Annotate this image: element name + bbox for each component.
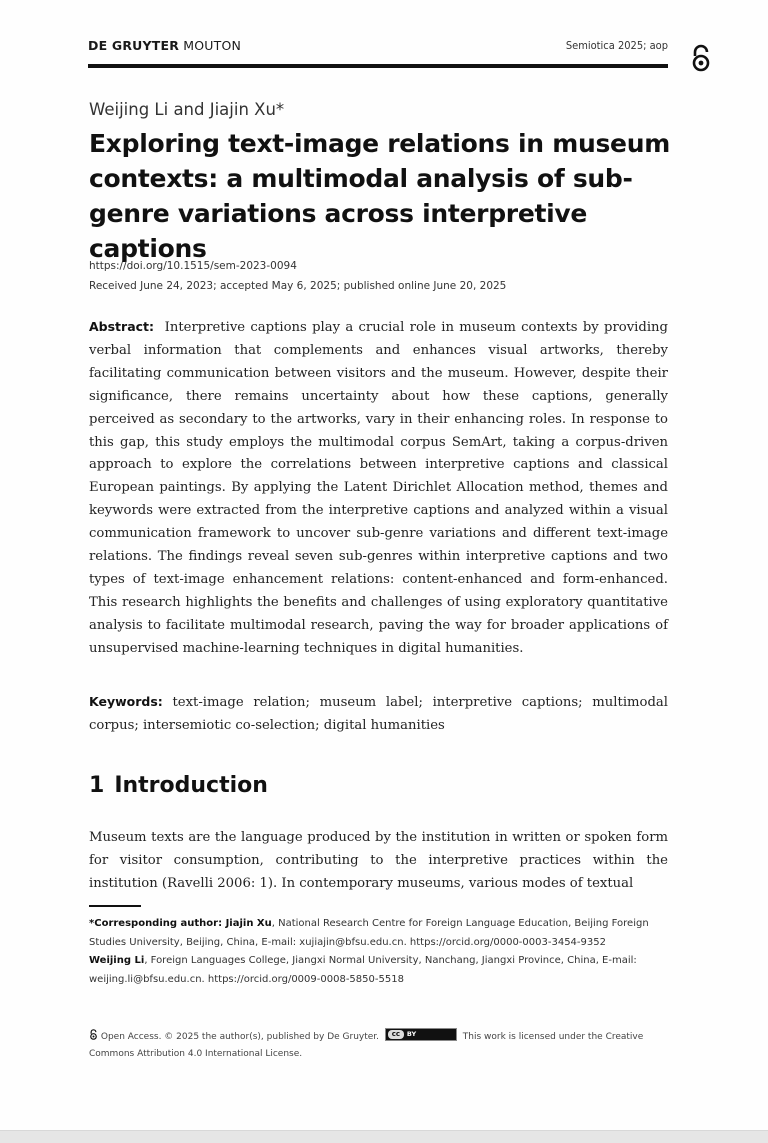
keywords	[89, 691, 668, 738]
journal-citation: Semiotica 2025; aop	[565, 39, 668, 52]
article-meta	[89, 256, 506, 296]
open-access-small-icon	[89, 1029, 98, 1040]
footnotes	[89, 915, 668, 990]
article-dates: Received June 24, 2023; accepted May 6, 2025; published online June 20, 2025	[89, 280, 507, 292]
keywords-label: Keywords:	[89, 694, 163, 709]
section-title: Introduction	[114, 773, 268, 798]
second-author-label: Weijing Li	[89, 955, 145, 967]
license-text-before: Open Access. © 2025 the author(s), published by De Gruyter.	[100, 1032, 380, 1042]
section-number: 1	[89, 773, 105, 798]
article-title: Exploring text-image relations in museum contexts: a multimodal analysis of sub-genre variations across interpretive captions	[89, 129, 670, 263]
footnote-second-author	[89, 952, 668, 989]
publisher-name	[88, 38, 241, 53]
abstract-text: Interpretive captions play a crucial role in museum contexts by providing verbal information that complements and enhances visual artworks, thereby facilitating communication between visitors and the museum. However, despite their significance, there remains uncertainty about how these captions, generally perceived as secondary to the artworks, vary in their enhancing roles. In response to this gap, this study employs the multimodal corpus SemArt, taking a corpus-driven approach to explore the correlations between interpretive captions and classical European paintings. By applying the Latent Dirichlet Allocation method, themes and keywords were extracted from the interpretive captions and analyzed within a visual communication framework to uncover sub-genre variations and different text-image relations. The findings reveal seven sub-genres within interpretive captions and two types of text-image enhancement relations: content-enhanced and form-enhanced. This research highlights the benefits and challenges of using exploratory quantitative analysis to facilitate multimodal research, paving the way for broader applications of unsupervised machine-learning techniques in digital humanities.	[89, 320, 668, 656]
footnote-rule	[89, 905, 141, 907]
cc-icon: cc	[388, 1030, 404, 1039]
introduction-text: Museum texts are the language produced by the institution in written or spoken form for visitor consumption, contributing to the interpretive practices within the institution (Ravelli 2006: 1). In contemporary museums, various modes of textual	[89, 830, 668, 891]
second-author-text: , Foreign Languages College, Jiangxi Normal University, Nanchang, Jiangxi Province, China, E-mail: weijing.li@bfsu.edu.cn. https://orcid.org/0009-0008-5850-5518	[89, 955, 637, 986]
page-header	[88, 36, 668, 56]
doi-link[interactable]: https://doi.org/10.1515/sem-2023-0094	[89, 260, 297, 272]
corresponding-author-label: *Corresponding author: Jiajin Xu	[89, 918, 272, 929]
open-access-icon	[690, 44, 712, 72]
section-heading	[89, 773, 268, 798]
viewer-bottom-edge	[0, 1130, 768, 1143]
by-icon: BY	[406, 1030, 417, 1038]
abstract	[89, 316, 668, 661]
abstract-label: Abstract:	[89, 319, 155, 334]
license-notice	[89, 1028, 668, 1063]
keywords-text: text-image relation; museum label; interpretive captions; multimodal corpus; intersemiotic co-selection; digital humanities	[89, 695, 668, 733]
license-text-after: This work is licensed under the Creative Commons Attribution 4.0 International License.	[89, 1032, 644, 1059]
publisher-bold: DE GRUYTER	[88, 38, 180, 53]
footnote-corresponding-author	[89, 915, 668, 952]
corresponding-author-text: , National Research Centre for Foreign Language Education, Beijing Foreign Studies University, Beijing, China, E-mail: xujiajin@bfsu.edu.cn. https://orcid.org/0000-0003-3454-9352	[89, 918, 649, 948]
publisher-imprint: MOUTON	[183, 38, 242, 53]
header-rule	[88, 64, 668, 68]
article-authors: Weijing Li and Jiajin Xu*	[89, 100, 285, 119]
cc-by-badge[interactable]	[385, 1028, 457, 1041]
